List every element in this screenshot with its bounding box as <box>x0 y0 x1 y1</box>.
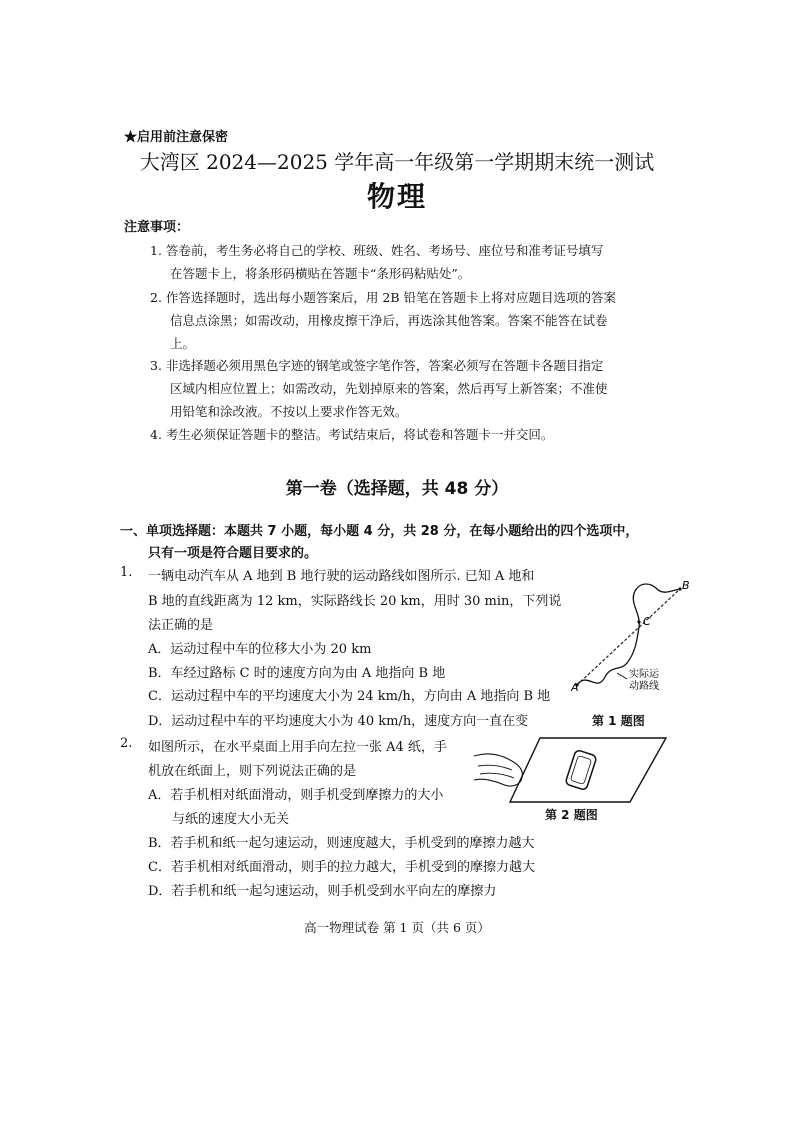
section-instruction: 只有一项是符合题目要求的。 <box>148 546 318 561</box>
note-line: 4. 考生必须保证答题卡的整洁。考试结束后，将试卷和答题卡一并交回。 <box>150 427 554 442</box>
page-footer: 高一物理试卷 第 1 页（共 6 页） <box>304 920 490 935</box>
note-line: 区域内相应位置上；如需改动，先划掉原来的答案，然后再写上新答案；不准使 <box>170 381 608 396</box>
note-line: 2. 作答选择题时，选出每小题答案后，用 2B 铅笔在答题卡上将对应题目选项的答案 <box>150 290 616 305</box>
route-label-line1: 实际运 <box>629 669 659 680</box>
option-b: B．若手机和纸一起匀速运动，则速度越大，手机受到的摩擦力越大 <box>148 836 535 851</box>
label-c: C <box>643 615 651 628</box>
subject-title: 物理 <box>366 180 427 213</box>
question-stem: 一辆电动汽车从 A 地到 B 地行驶的运动路线如图所示. 已知 A 地和 <box>148 569 535 584</box>
label-b: B <box>682 579 690 592</box>
option-d: D．运动过程中车的平均速度大小为 40 km/h，速度方向一直在变 <box>148 714 529 729</box>
option-a: A．若手机相对纸面滑动，则手机受到摩擦力的大小 <box>148 788 444 803</box>
question-stem: 机放在纸面上，则下列说法正确的是 <box>148 764 357 779</box>
question-number: 1. <box>120 565 133 580</box>
note-line: 信息点涂黑；如需改动，用橡皮擦干净后，再选涂其他答案。答案不能答在试卷 <box>170 313 608 328</box>
notes-heading: 注意事项： <box>124 220 190 235</box>
confidential-label: ★启用前注意保密 <box>124 130 229 145</box>
option-c: C．运动过程中车的平均速度大小为 24 km/h，方向由 A 地指向 B 地 <box>148 689 551 704</box>
note-line: 3. 非选择题必须用黑色字迹的钢笔或签字笔作答，答案必须写在答题卡各题目指定 <box>150 358 604 373</box>
note-line: 用铅笔和涂改液。不按以上要求作答无效。 <box>170 404 408 419</box>
note-line: 上。 <box>170 336 196 351</box>
phone-icon <box>565 749 597 790</box>
route-figure <box>565 575 695 705</box>
question-number: 2. <box>120 736 133 751</box>
part-title: 第一卷（选择题，共 48 分） <box>285 479 509 499</box>
option-a: A．运动过程中车的位移大小为 20 km <box>148 642 372 657</box>
question-stem: 如图所示，在水平桌面上用手向左拉一张 A4 纸，手 <box>148 740 447 755</box>
option-a-continued: 与纸的速度大小无关 <box>172 812 290 827</box>
option-b: B．车经过路标 C 时的速度方向为由 A 地指向 B 地 <box>148 666 446 681</box>
option-d: D．若手机和纸一起匀速运动，则手机受到水平向左的摩擦力 <box>148 884 497 899</box>
section-instruction: 一、单项选择题：本题共 7 小题，每小题 4 分，共 28 分，在每小题给出的四个选项中， <box>120 524 639 539</box>
label-a: A <box>571 681 579 694</box>
figure2-caption: 第 2 题图 <box>545 808 598 822</box>
point-c <box>637 620 640 623</box>
note-line: 在答题卡上，将条形码横贴在答题卡“条形码粘贴处”。 <box>170 266 471 281</box>
note-line: 1. 答卷前，考生务必将自己的学校、班级、姓名、考场号、座位号和准考证号填写 <box>150 243 604 258</box>
option-c: C．若手机相对纸面滑动，则手的拉力越大，手机受到的摩擦力越大 <box>148 860 535 875</box>
question-stem: 法正确的是 <box>148 618 214 633</box>
hand-icon <box>474 754 522 786</box>
figure1-caption: 第 1 题图 <box>592 714 645 728</box>
phone-paper-figure <box>470 730 670 805</box>
exam-title: 大湾区 2024—2025 学年高一年级第一学期期末统一测试 <box>139 150 655 174</box>
route-label-line2: 动路线 <box>629 681 659 692</box>
hand-fingers <box>478 765 514 778</box>
route-pointer-line <box>617 673 627 679</box>
question-stem: B 地的直线距离为 12 km，实际路线长 20 km，用时 30 min，下列说 <box>148 594 562 609</box>
